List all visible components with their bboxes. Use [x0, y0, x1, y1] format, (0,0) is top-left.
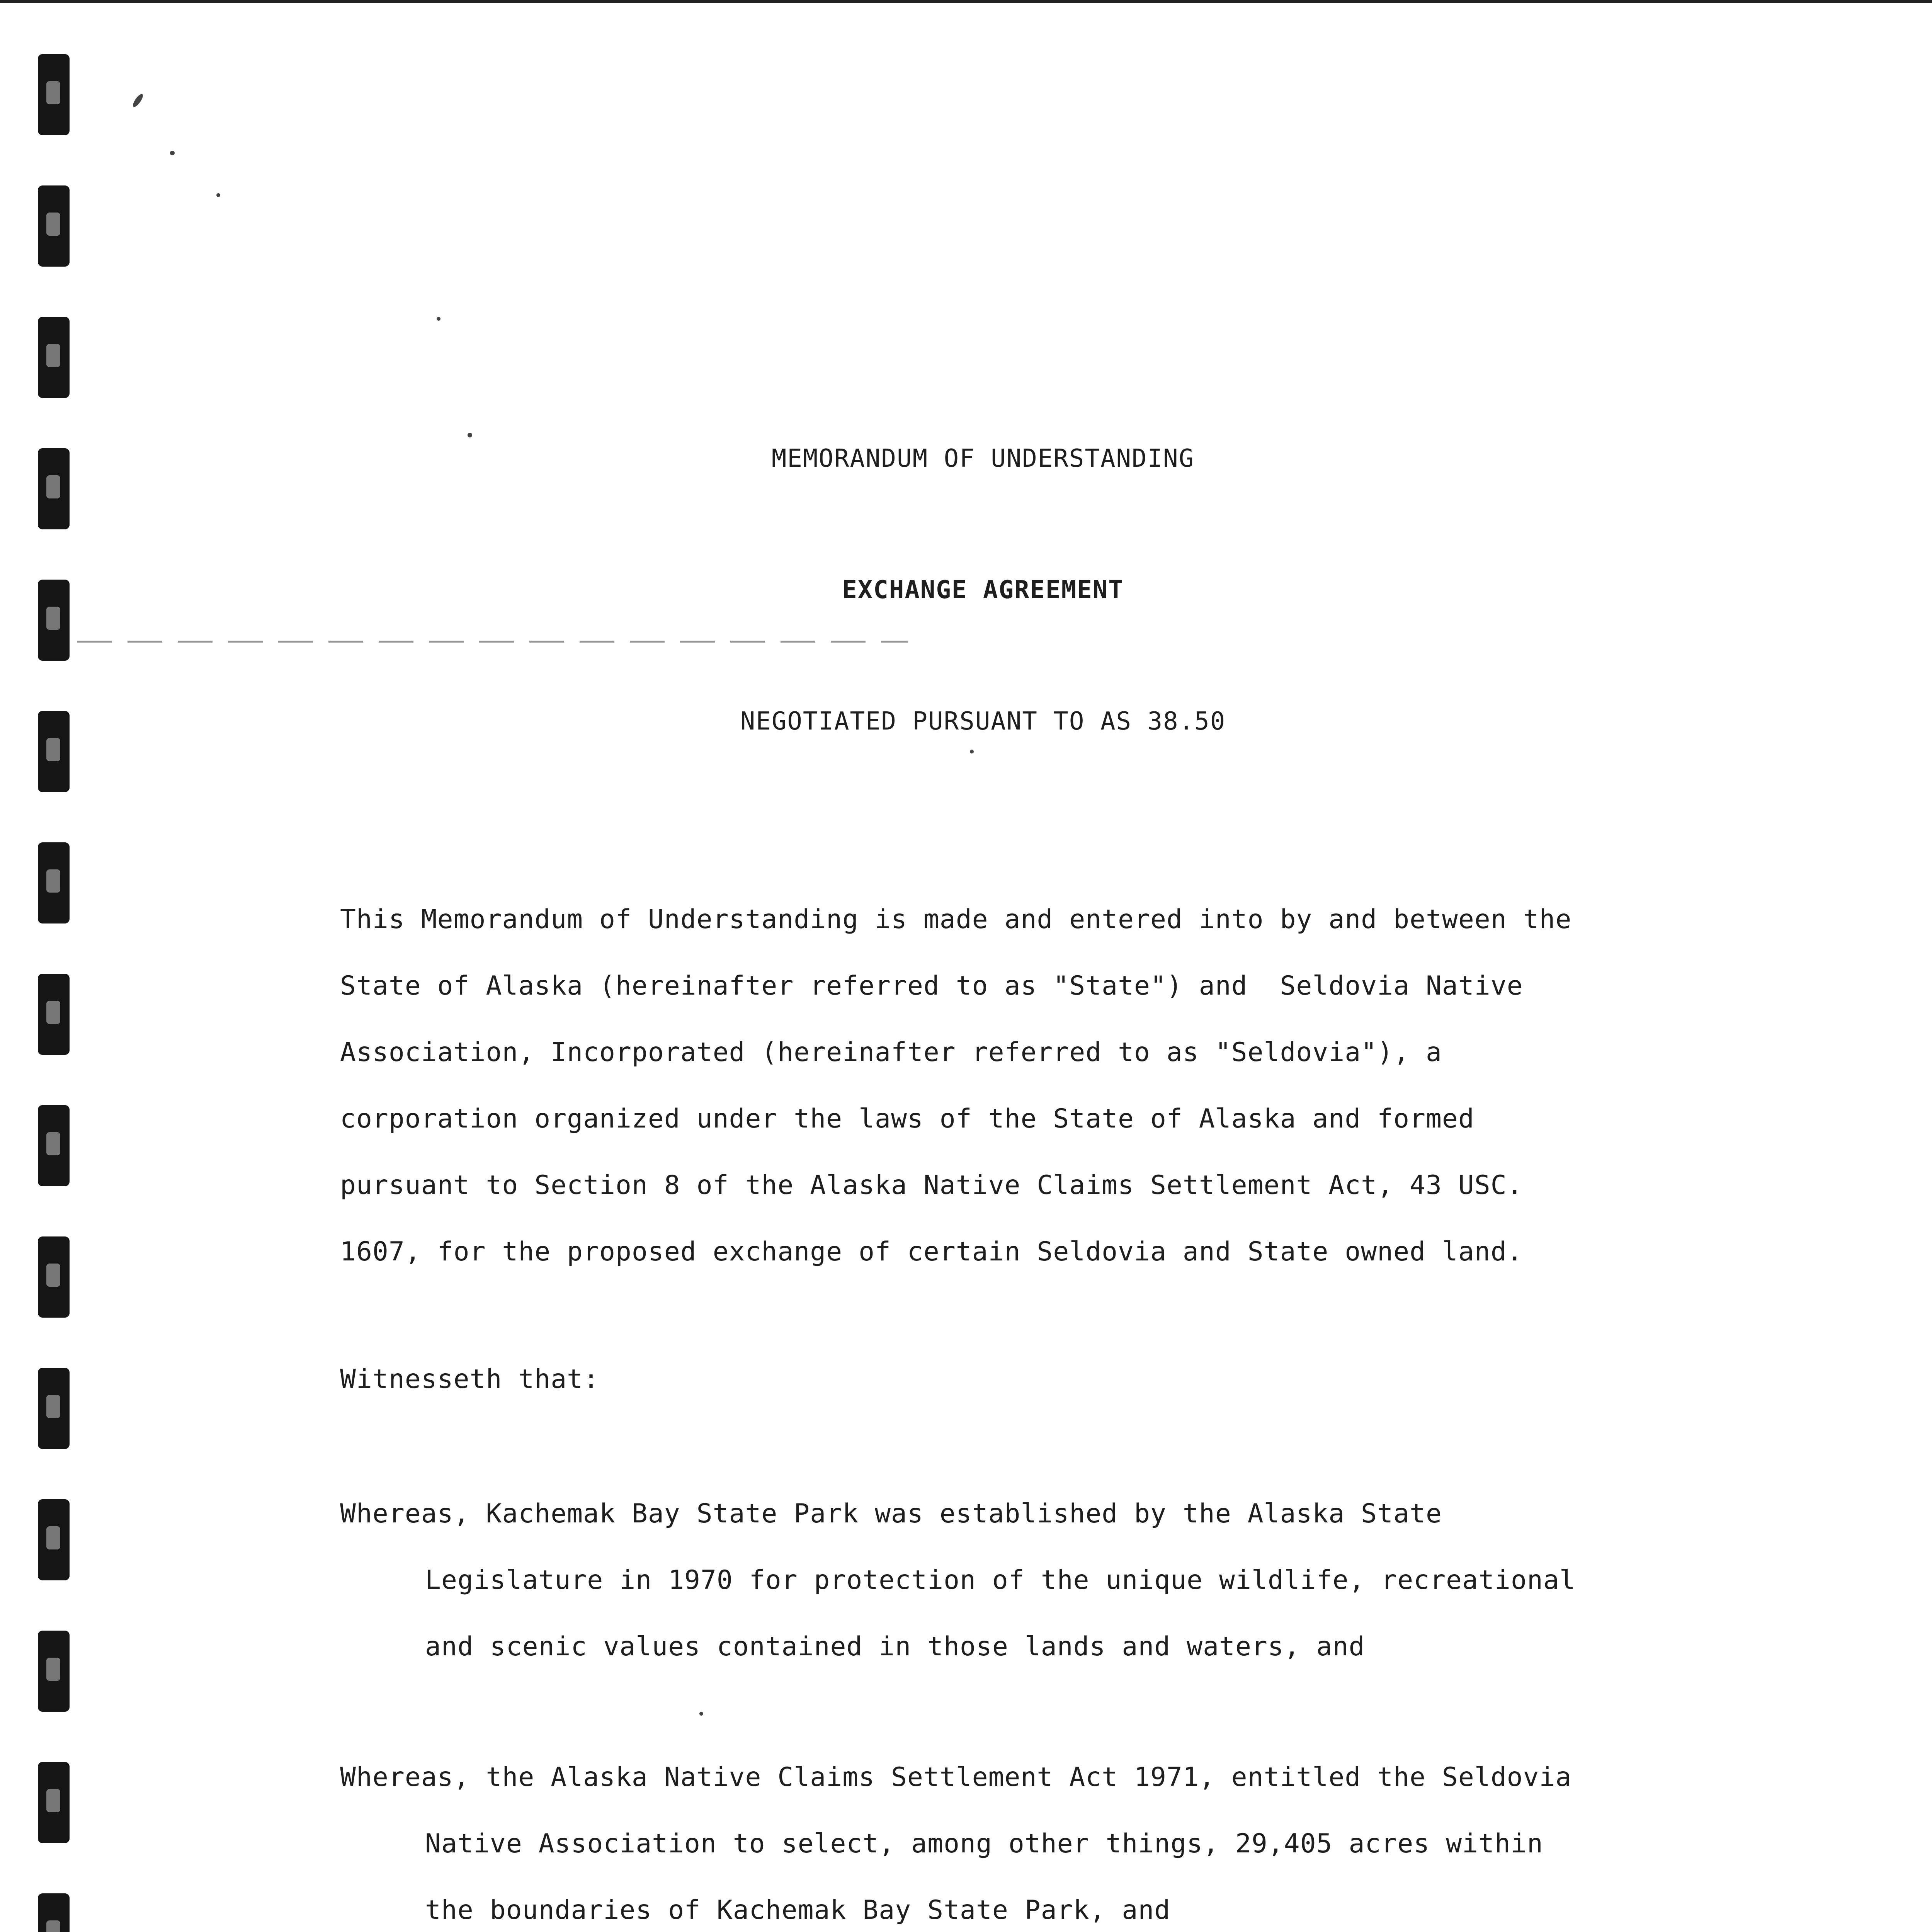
scan-speck [216, 193, 220, 197]
intro-line: This Memorandum of Understanding is made and entered into by and between the [340, 904, 1572, 935]
intro-line: 1607, for the proposed exchange of certain Seldovia and State owned land. [340, 1236, 1523, 1267]
scan-speck [131, 93, 145, 109]
document-title: MEMORANDUM OF UNDERSTANDING [771, 444, 1195, 473]
scan-speck [970, 750, 974, 753]
intro-line: pursuant to Section 8 of the Alaska Native Claims Settlement Act, 43 USC. [340, 1170, 1523, 1201]
scan-speck [468, 433, 472, 437]
scan-speck [699, 1712, 703, 1716]
whereas-line: and scenic values contained in those lands and waters, and [425, 1631, 1365, 1662]
whereas-line: Legislature in 1970 for protection of the unique wildlife, recreational [425, 1565, 1576, 1595]
feed-hole [38, 842, 70, 923]
whereas-line: Whereas, the Alaska Native Claims Settlement Act 1971, entitled the Seldovia [340, 1762, 1572, 1793]
feed-hole [38, 1236, 70, 1318]
top-edge-rule [0, 0, 1932, 3]
feed-hole [38, 1105, 70, 1186]
feed-hole [38, 1631, 70, 1712]
whereas-line: Native Association to select, among other things, 29,405 acres within [425, 1828, 1543, 1859]
feed-hole [38, 1762, 70, 1843]
intro-line: corporation organized under the laws of the State of Alaska and formed [340, 1104, 1475, 1134]
whereas-line: Whereas, Kachemak Bay State Park was established by the Alaska State [340, 1498, 1442, 1529]
feed-hole [38, 1499, 70, 1580]
whereas-line: the boundaries of Kachemak Bay State Park, and [425, 1895, 1171, 1925]
intro-line: Association, Incorporated (hereinafter referred to as "Seldovia"), a [340, 1037, 1442, 1068]
statute-reference: NEGOTIATED PURSUANT TO AS 38.50 [740, 707, 1226, 736]
tractor-feed-holes [38, 54, 73, 1932]
feed-hole [38, 1368, 70, 1449]
witnesseth-line: Witnesseth that: [340, 1364, 600, 1395]
feed-hole [38, 317, 70, 398]
scan-speck [170, 151, 175, 155]
feed-hole [38, 54, 70, 135]
feed-hole [38, 185, 70, 267]
intro-line: State of Alaska (hereinafter referred to as "State") and Seldovia Native [340, 971, 1523, 1001]
feed-hole [38, 974, 70, 1055]
document-subtitle: EXCHANGE AGREEMENT [842, 576, 1124, 604]
scan-speck [437, 317, 440, 321]
scan-artifact-line [77, 641, 908, 643]
feed-hole [38, 1893, 70, 1932]
